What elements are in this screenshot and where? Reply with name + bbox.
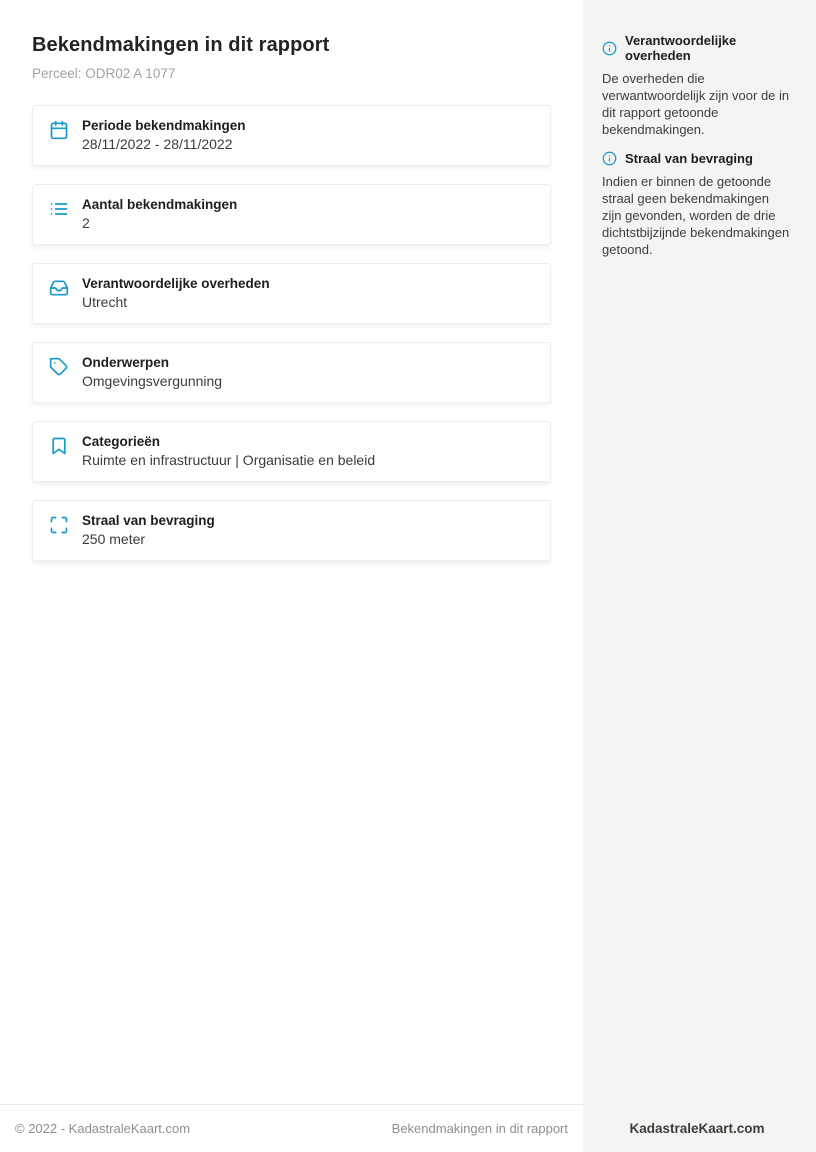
card-label: Verantwoordelijke overheden xyxy=(82,276,270,292)
list-icon xyxy=(49,199,69,219)
card-label: Periode bekendmakingen xyxy=(82,118,246,133)
inbox-icon xyxy=(49,278,69,298)
sidebar-section xyxy=(602,151,792,258)
card-value: 28/11/2022 - 28/11/2022 xyxy=(82,136,233,153)
footer-copyright: © 2022 - KadastraleKaart.com xyxy=(15,1121,191,1136)
summary-card xyxy=(32,105,551,166)
summary-card xyxy=(32,500,551,561)
info-icon xyxy=(602,41,617,56)
parcel-subtitle: Perceel: ODR02 A 1077 xyxy=(32,66,176,81)
tag-icon xyxy=(49,357,69,377)
sidebar-sections xyxy=(602,33,792,271)
summary-card xyxy=(32,184,551,245)
footer-document-title: Bekendmakingen in dit rapport xyxy=(391,1121,568,1136)
sidebar-section-heading: Verantwoordelijke overheden xyxy=(625,33,737,63)
sidebar-section xyxy=(602,33,792,138)
sidebar-section-heading: Straal van bevraging xyxy=(625,151,753,166)
card-value: Utrecht xyxy=(82,294,128,311)
page-footer xyxy=(0,1104,583,1152)
info-sidebar xyxy=(583,0,816,1152)
sidebar-section-body: Indien er binnen de getoonde straal geen bekendmakingen zijn gevonden, worden de drie dichtstbijzijnde bekendmakingen getoond. xyxy=(602,174,790,257)
cards xyxy=(32,105,551,561)
card-label: Onderwerpen xyxy=(82,355,170,371)
summary-card xyxy=(32,263,551,324)
brand-footer: KadastraleKaart.com xyxy=(629,1120,765,1136)
card-value: Omgevingsvergunning xyxy=(82,373,223,390)
summary-card xyxy=(32,342,551,403)
card-value: 250 meter xyxy=(82,531,146,548)
card-label: Categorieën xyxy=(82,434,161,450)
card-label: Aantal bekendmakingen xyxy=(82,197,238,213)
card-value: Ruimte en infrastructuur | Organisatie en beleid xyxy=(82,452,376,469)
sidebar-section-body: De overheden die verwantwoordelijk zijn voor de in dit rapport getoonde bekendmakingen. xyxy=(602,71,790,137)
scan-icon xyxy=(49,515,69,535)
card-value: 2 xyxy=(82,215,90,232)
info-icon xyxy=(602,151,617,166)
card-label: Straal van bevraging xyxy=(82,513,215,529)
page-title: Bekendmakingen in dit rapport xyxy=(32,34,330,56)
calendar-icon xyxy=(49,120,69,140)
bookmark-icon xyxy=(49,436,69,456)
summary-card xyxy=(32,421,551,482)
